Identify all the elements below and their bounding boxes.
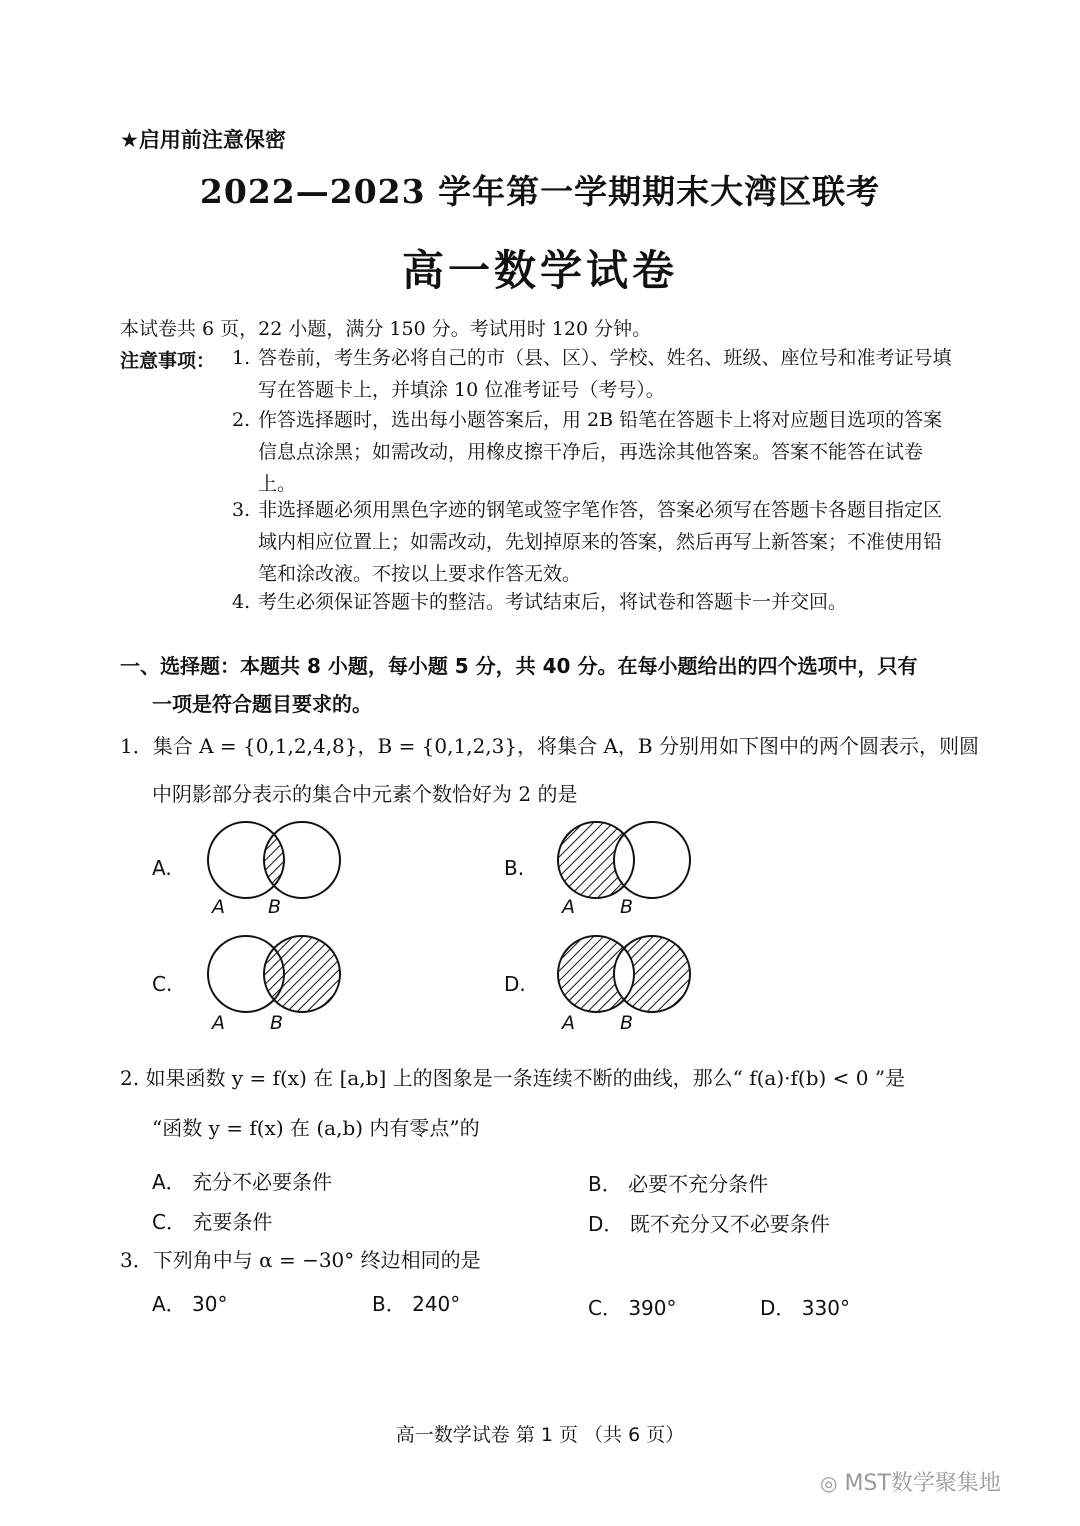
q1-option-d-label: D. [504,972,526,996]
q3-stem: 下列角中与 α = −30° 终边相同的是 [152,1248,481,1272]
venn-c-set-b: B [270,1012,284,1034]
page-footer: 高一数学试卷 第 1 页 （共 6 页） [395,1424,685,1446]
venn-c-set-a: A [212,1012,225,1034]
watermark [820,1466,1001,1497]
wechat-icon: ◎ [820,1471,838,1495]
q3-number: 3． [120,1248,153,1272]
q2-line2: “函数 y = f(x) 在 (a,b) 内有零点”的 [152,1116,480,1140]
q3-line [120,1244,481,1273]
note-number: 4. [232,591,251,613]
section-heading: 一、选择题：本题共 8 小题，每小题 5 分，共 40 分。在每小题给出的四个选项中，只有 [120,654,918,678]
note-number: 3. [232,499,251,521]
q3-option-d: D． 330° [760,1296,850,1320]
q2-option-b: B． 必要不充分条件 [588,1172,769,1196]
venn-diagram-d [536,934,716,1024]
note-item [232,494,958,590]
note-item [232,404,958,500]
note-number: 2. [232,409,251,431]
watermark-text: MST数学聚集地 [844,1471,1001,1496]
note-text: 作答选择题时，选出每小题答案后，用 2B 铅笔在答题卡上将对应题目选项的答案信息点涂黑；如需改动，用橡皮擦干净后，再选涂其他答案。答案不能答在试卷上。 [258,409,943,495]
section-heading-cont: 一项是符合题目要求的。 [152,692,372,716]
venn-d-set-a: A [562,1012,575,1034]
note-text: 非选择题必须用黑色字迹的钢笔或签字笔作答，答案必须写在答题卡各题目指定区域内相应位置上；如需改动，先划掉原来的答案，然后再写上新答案；不准使用铅笔和涂改液。不按以上要求作答无效。 [258,499,943,585]
note-number: 1. [232,347,251,369]
notes-label: 注意事项： [120,350,216,372]
venn-b-set-b: B [620,896,634,918]
exam-intro: 本试卷共 6 页，22 小题，满分 150 分。考试用时 120 分钟。 [120,318,652,340]
q1-stem: 集合 A = {0,1,2,4,8}，B = {0,1,2,3}，将集合 A，B 分别用如下图中的两个圆表示，则圆 [152,734,979,758]
subject-title: 高一数学试卷 [401,246,678,295]
venn-a-set-a: A [212,896,225,918]
venn-a-set-b: B [268,896,282,918]
q3-option-a: A． 30° [152,1292,228,1316]
q1-line1 [120,730,979,759]
note-item [232,586,958,618]
venn-b-set-a: A [562,896,575,918]
q1-number: 1． [120,734,153,758]
q2-option-a: A． 充分不必要条件 [152,1170,333,1194]
q2-stem: 如果函数 y = f(x) 在 [a,b] 上的图象是一条连续不断的曲线，那么“ f(a)·f(b) < 0 ”是 [145,1066,906,1090]
note-text: 考生必须保证答题卡的整洁。考试结束后，将试卷和答题卡一并交回。 [258,591,848,613]
q1-option-c-label: C. [152,972,173,996]
exam-title: 2022—2023 学年第一学期期末大湾区联考 [199,172,881,211]
q2-number: 2. [120,1066,140,1090]
confidential-notice: ★启用前注意保密 [120,128,286,152]
q2-line1 [120,1062,905,1091]
q3-option-b: B． 240° [372,1292,461,1316]
venn-diagram-c [186,934,366,1024]
q1-line2: 中阴影部分表示的集合中元素个数恰好为 2 的是 [152,782,578,806]
q2-option-d: D． 既不充分又不必要条件 [588,1212,830,1236]
q2-option-c: C． 充要条件 [152,1210,273,1234]
q3-option-c: C． 390° [588,1296,677,1320]
q1-option-a-label: A. [152,856,172,880]
q1-option-b-label: B. [504,856,525,880]
note-text: 答卷前，考生务必将自己的市（县、区）、学校、姓名、班级、座位号和准考证号填写在答题卡上，并填涂 10 位准考证号（考号）。 [258,347,952,401]
venn-d-set-b: B [620,1012,634,1034]
note-item [232,342,958,406]
